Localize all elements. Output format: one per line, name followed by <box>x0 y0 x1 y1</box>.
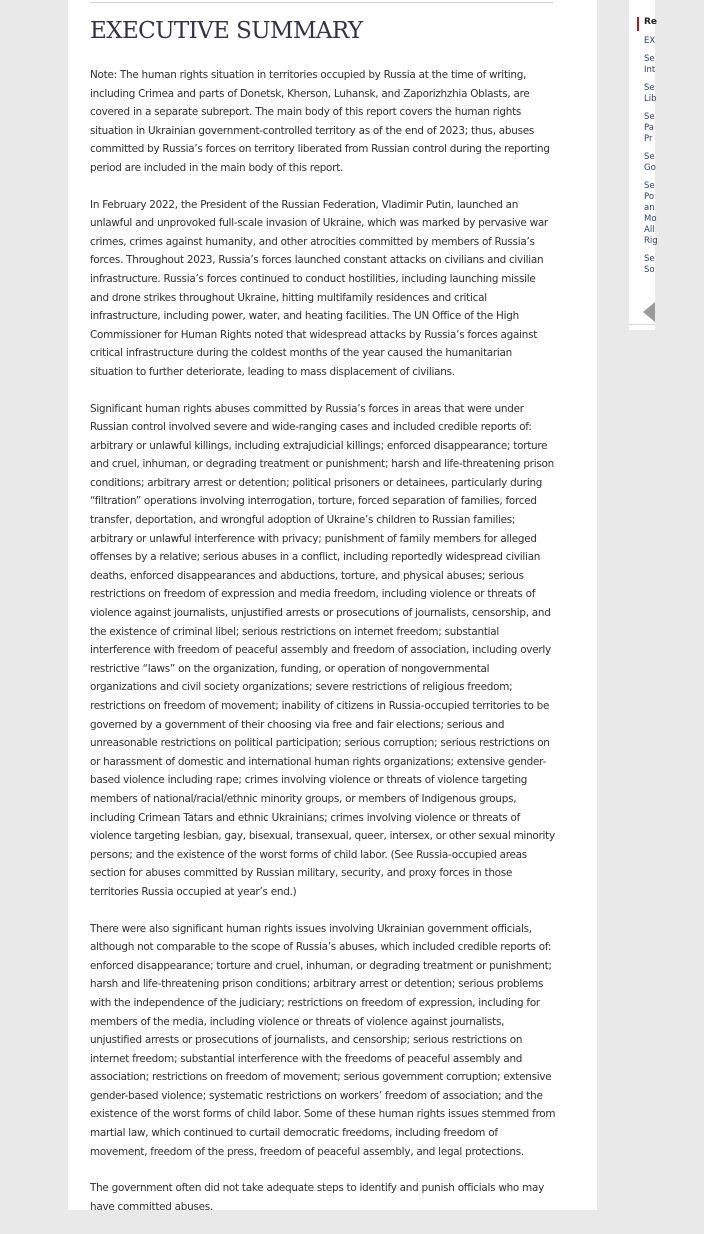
sidebar-nav-link-text: Go <box>644 163 656 173</box>
top-divider <box>90 2 553 3</box>
paragraph-russia-abuses: Significant human rights abuses committed by Russia’s forces in areas that were under Russian control involved severe and wide-ranging cases and included credible reports of: arbitrary or unlawful killings, including extrajudicial killings; enforced disappearance; torture and cruel, inhuman, or degrading treatment or punishment; harsh and life-threatening prison conditions; arbitrary arrest or detention; political prisoners or detainees, particularly during “filtration” operations involving interrogation, torture, forced separation of families, forced transfer, deportation, and wrongful adoption of Ukraine’s children to Russian families; arbitrary or unlawful interference with privacy; punishment of family members for alleged offenses by a relative; serious abuses in a conflict, including reportedly widespread civilian deaths, enforced disappearances and abductions, torture, and physical abuses; serious restrictions on freedom of expression and media freedom, including violence or threats of violence against journalists, unjustified arrests or prosecutions of journalists, censorship, and the existence of criminal libel; serious restrictions on internet freedom; substantial interference with freedom of peaceful assembly and freedom of association, including overly restrictive “laws” on the organization, funding, or operation of nongovernmental organizations and civil society organizations; severe restrictions of religious freedom; restrictions on freedom of movement; inability of citizens in Russia-occupied territories to be governed by a government of their choosing via free and fair elections; serious and unreasonable restrictions on political participation; serious corruption; serious restrictions on or harassment of domestic and international human rights organizations; extensive gender-based violence including rape; crimes involving violence or threats of violence targeting members of national/racial/ethnic minority groups, or members of Indigenous groups, including Crimean Tatars and ethnic Ukrainians; crimes involving violence or threats of violence targeting lesbian, gay, bisexual, transexual, queer, intersex, or other sexual minority persons; and the existence of the worst forms of child labor. (See Russia-occupied areas section for abuses committed by Russian military, security, and proxy forces in those territories Russia occupied at year’s end.) <box>90 402 555 898</box>
sidebar-collapse-arrow-icon[interactable] <box>643 302 655 322</box>
summary-body <box>90 66 556 1234</box>
sidebar-nav-link[interactable] <box>644 254 704 276</box>
sidebar-heading: Re <box>637 17 657 31</box>
sidebar-nav-list <box>644 36 704 283</box>
sidebar-nav-link-text: Lib <box>644 94 657 104</box>
paragraph-invasion: In February 2022, the President of the Russian Federation, Vladimir Putin, launched an unlawful and unprovoked full-scale invasion of Ukraine, which was marked by pervasive war crimes, crimes against humanity, and other atrocities committed by members of Russia’s forces. Throughout 2023, Russia’s forces launched constant attacks on civilians and civilian infrastructure. Russia’s forces continued to conduct hostilities, including launching missile and drone strikes throughout Ukraine, hitting multifamily residences and critical infrastructure, including power, water, and heating facilities. The UN Office of the High Commissioner for Human Rights noted that widespread attacks by Russia’s forces against critical infrastructure during the coldest months of the year caused the humanitarian situation to further deteriorate, leading to mass displacement of civilians. <box>90 198 548 378</box>
sidebar-nav-link[interactable] <box>644 54 704 76</box>
sidebar-nav-link-text: Rig <box>644 236 658 246</box>
sidebar-nav-link-text: an <box>644 203 655 213</box>
sidebar-nav-link-text: Pa <box>644 123 654 133</box>
sidebar-nav-link[interactable] <box>644 112 704 145</box>
sidebar-nav-link-text: Se <box>644 83 655 93</box>
sidebar-nav-link-text: All <box>644 225 655 235</box>
sidebar-nav-link-text: Se <box>644 152 655 162</box>
sidebar-nav-link-text: EX <box>644 36 656 46</box>
report-content-panel <box>68 0 597 1213</box>
report-navigation-sidebar <box>629 0 658 330</box>
paragraph-ukraine-issues: There were also significant human rights issues involving Ukrainian government officials, although not comparable to the scope of Russia’s abuses, which included credible reports of: enforced disappearance; torture and cruel, inhuman, or degrading treatment or punishment; harsh and life-threatening prison conditions; arbitrary arrest or detention; serious problems with the independence of the judiciary; restrictions on freedom of expression, including for members of the media, including violence or threats of violence against journalists, unjustified arrests or prosecutions of journalists, and censorship; serious restrictions on internet freedom; substantial interference with the freedoms of peaceful assembly and association; restrictions on freedom of movement; serious government corruption; extensive gender-based violence; systematic restrictions on workers’ freedom of association; and the existence of the worst forms of child labor. Some of these human rights issues stemmed from martial law, which continued to curtail democratic freedoms, including freedom of movement, freedom of the press, freedom of peaceful assembly, and legal protections. <box>90 922 556 1158</box>
paragraph-note: Note: The human rights situation in territories occupied by Russia at the time of writing, including Crimea and parts of Donetsk, Kherson, Luhansk, and Zaporizhzhia Oblasts, are covered in a separate subreport. The main body of this report covers the human rights situation in Ukrainian government-controlled territory as of the end of 2023; thus, abuses committed by Russia’s forces on territory liberated from Russian control during the reporting period are included in the main body of this report. <box>90 69 550 174</box>
paragraph-impunity: The government often did not take adequate steps to identify and punish officials who may have committed abuses. <box>90 1182 544 1213</box>
sidebar-nav-link-text: So <box>644 265 655 275</box>
sidebar-nav-link-text: Mo <box>644 214 657 224</box>
sidebar-divider <box>629 324 655 325</box>
sidebar-nav-link-text: Se <box>644 112 655 122</box>
sidebar-nav-link[interactable] <box>644 152 704 174</box>
sidebar-nav-link-text: Se <box>644 54 655 64</box>
sidebar-nav-link-text: Po <box>644 192 655 202</box>
sidebar-nav-link-text: Int <box>644 65 656 75</box>
sidebar-nav-link-text: Se <box>644 254 655 264</box>
sidebar-nav-link[interactable] <box>644 36 704 47</box>
sidebar-nav-link-text: Pr <box>644 134 653 144</box>
sidebar-nav-link[interactable] <box>644 83 704 105</box>
sidebar-nav-link-text: Se <box>644 181 655 191</box>
sidebar-nav-link[interactable] <box>644 181 704 247</box>
section-title: EXECUTIVE SUMMARY <box>90 18 363 44</box>
